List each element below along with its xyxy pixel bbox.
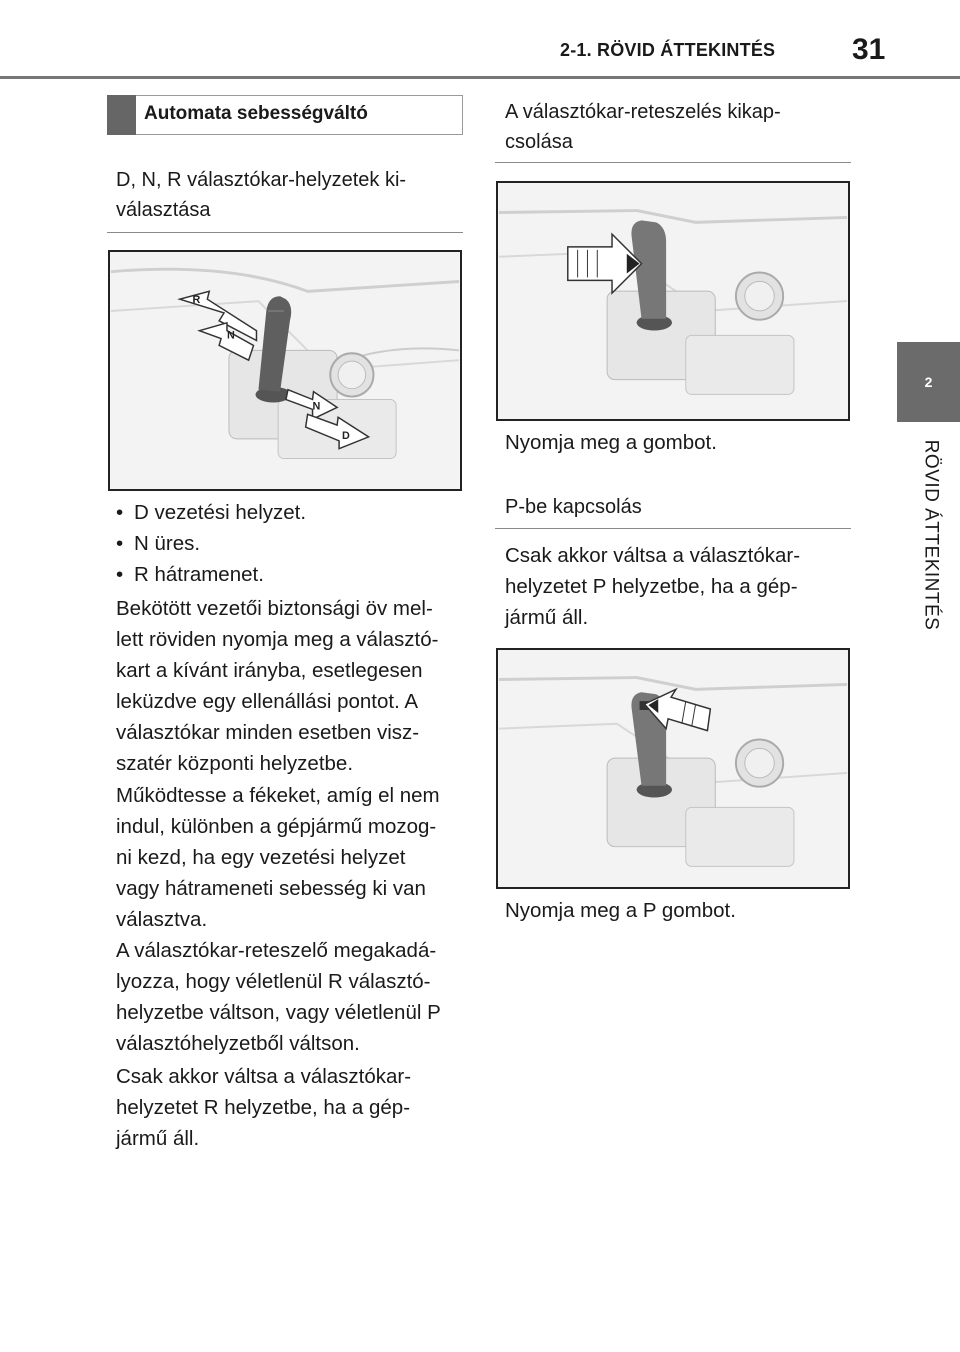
subheading-rule	[495, 528, 851, 529]
text-line: választva.	[116, 908, 208, 931]
text-line: Csak akkor váltsa a választókar-	[505, 544, 801, 567]
label-n-bottom: N	[312, 400, 321, 413]
text-line: helyzetbe váltson, vagy véletlenül P	[116, 1001, 441, 1024]
text-line: Bekötött vezetői biztonsági öv mel-	[116, 597, 433, 620]
subheading-line: D, N, R választókar-helyzetek ki-	[116, 169, 407, 191]
gear-selector-figure-3	[496, 648, 850, 889]
text-line: kart a kívánt irányba, esetlegesen	[116, 659, 423, 682]
paragraph-1	[116, 593, 438, 779]
text-line: választóhelyzetből váltson.	[116, 1032, 360, 1055]
section-title-bar	[107, 95, 136, 135]
paragraph-park	[505, 540, 800, 633]
paragraph-4	[116, 1061, 411, 1154]
label-r: R	[192, 294, 201, 307]
subheading-select-positions	[116, 165, 406, 225]
subheading-park: P-be kapcsolás	[505, 496, 642, 518]
text-line: választókar minden esetben visz-	[116, 721, 420, 744]
text-line: jármű áll.	[505, 606, 589, 629]
text-line: lett röviden nyomja meg a választó-	[116, 628, 439, 651]
label-n-top: N	[226, 329, 235, 342]
paragraph-3	[116, 935, 441, 1059]
text-line: helyzetet P helyzetbe, ha a gép-	[505, 575, 798, 598]
text-line: szatér központi helyzetbe.	[116, 752, 354, 775]
subheading-line: A választókar-reteszelés kikap-	[505, 101, 781, 123]
text-line: jármű áll.	[116, 1127, 200, 1150]
paragraph-2	[116, 780, 440, 935]
text-line: indul, különben a gépjármű mozog-	[116, 815, 437, 838]
subheading-unlock	[505, 97, 781, 157]
list-item: • R hátramenet.	[116, 559, 306, 590]
subheading-rule	[107, 232, 463, 233]
text-line: ni kezd, ha egy vezetési helyzet	[116, 846, 406, 869]
text-line: vagy hátrameneti sebesség ki van	[116, 877, 426, 900]
header-divider	[0, 76, 960, 79]
bullet-list	[116, 497, 306, 590]
gear-selector-illustration	[498, 183, 848, 419]
subheading-line: választása	[116, 199, 211, 221]
caption-press-p-button: Nyomja meg a P gombot.	[505, 899, 736, 922]
text-line: leküzdve egy ellenállási pontot. A	[116, 690, 419, 713]
text-line: Működtesse a fékeket, amíg el nem	[116, 784, 440, 807]
subheading-line: csolása	[505, 131, 573, 153]
gear-selector-illustration	[110, 252, 460, 489]
list-item: • D vezetési helyzet.	[116, 497, 306, 528]
gear-selector-illustration	[498, 650, 848, 887]
list-item: • N üres.	[116, 528, 306, 559]
text-line: A választókar-reteszelő megakadá-	[116, 939, 437, 962]
caption-press-button: Nyomja meg a gombot.	[505, 431, 717, 454]
chapter-tab-label	[880, 430, 960, 640]
gear-selector-figure-1	[108, 250, 462, 491]
section-title: Automata sebességváltó	[144, 103, 368, 124]
text-line: Csak akkor váltsa a választókar-	[116, 1065, 412, 1088]
chapter-tab-number: 2	[897, 342, 960, 422]
subheading-rule	[495, 162, 851, 163]
text-line: lyozza, hogy véletlenül R választó-	[116, 970, 431, 993]
page-number: 31	[852, 33, 886, 66]
label-d: D	[342, 429, 350, 442]
gear-selector-figure-2	[496, 181, 850, 421]
chapter-tab-label-text: RÖVID ÁTTEKINTÉS	[920, 439, 942, 631]
running-header-section: 2-1. RÖVID ÁTTEKINTÉS	[560, 40, 776, 60]
text-line: helyzetet R helyzetbe, ha a gép-	[116, 1096, 411, 1119]
